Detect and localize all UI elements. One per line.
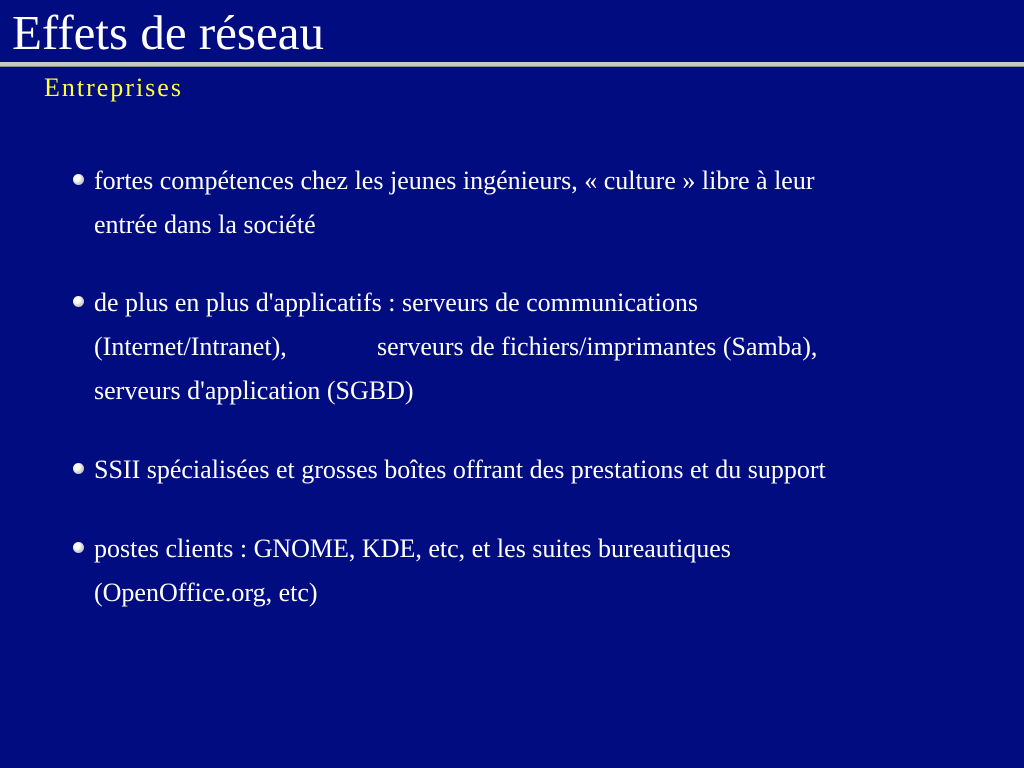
bullet-text-line: serveurs d'application (SGBD) [94,376,414,405]
bullet-dot-icon [73,174,84,185]
bullet-text-line: entrée dans la société [94,210,316,239]
bullet-text-segment: serveurs de fichiers/imprimantes (Samba), [377,332,818,361]
bullet-text-line-with-tab [94,325,974,369]
slide-subtitle: Entreprises [44,73,183,102]
bullet-text-line: (OpenOffice.org, etc) [94,578,318,607]
bullet-item-ssii [94,448,974,492]
bullet-text-line: fortes compétences chez les jeunes ingénieurs, « culture » libre à leur [94,166,815,195]
bullet-dot-icon [73,542,84,553]
bullet-text-line: postes clients : GNOME, KDE, etc, et les suites bureautiques [94,534,731,563]
slide-title: Effets de réseau [12,5,324,60]
bullet-item-competences [94,159,974,247]
bullet-text-line: de plus en plus d'applicatifs : serveurs de communications [94,288,698,317]
bullet-dot-icon [73,463,84,474]
bullet-item-postes-clients [94,527,974,615]
bullet-text-segment: (Internet/Intranet), [94,332,287,361]
bullet-item-applicatifs [94,281,974,413]
bullet-dot-icon [73,296,84,307]
bullet-text-line: SSII spécialisées et grosses boîtes offrant des prestations et du support [94,455,826,484]
